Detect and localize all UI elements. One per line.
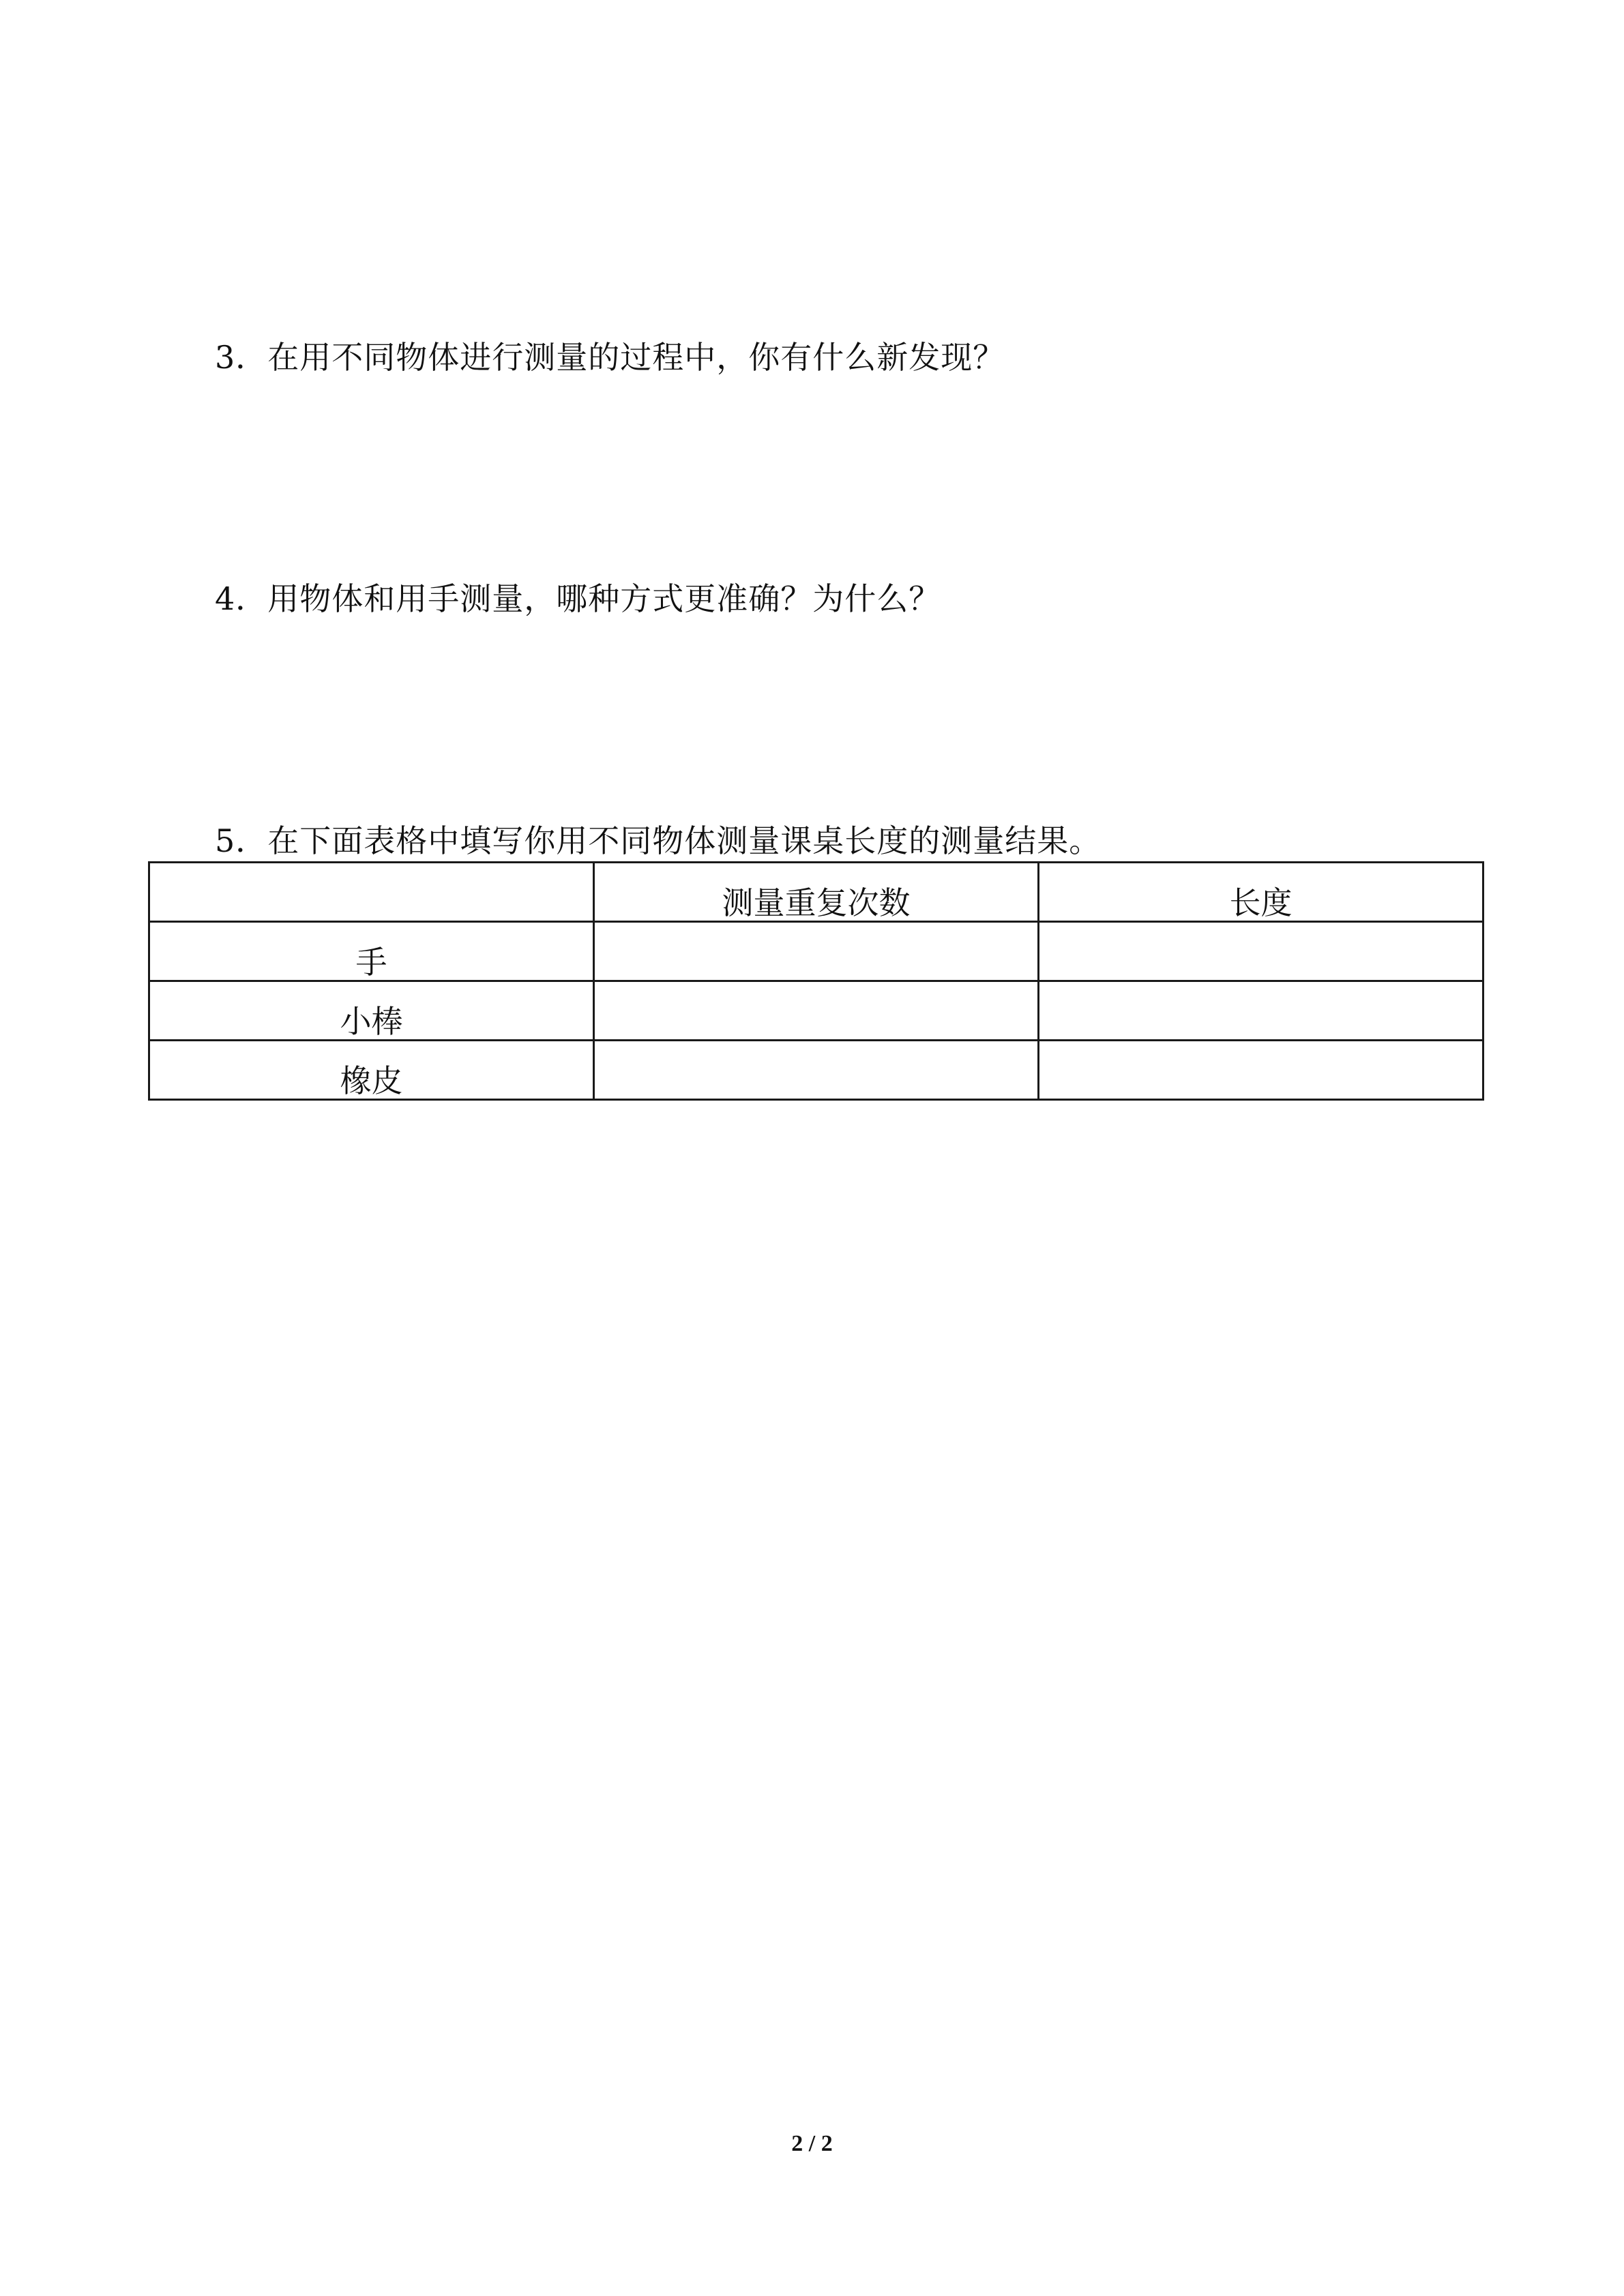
header-cell-length (1039, 863, 1483, 922)
row-object-cell (149, 981, 594, 1041)
table-row (149, 981, 1483, 1041)
row-count-cell[interactable] (594, 1041, 1039, 1100)
table-row (149, 922, 1483, 981)
row-length-cell[interactable] (1039, 1041, 1483, 1100)
row-count-cell[interactable] (594, 922, 1039, 981)
row-object-cell (149, 922, 594, 981)
table-row (149, 1041, 1483, 1100)
header-count-label: 测量重复次数 (722, 884, 911, 921)
row-length-cell[interactable] (1039, 981, 1483, 1041)
question-3: 3．在用不同物体进行测量的过程中，你有什么新发现？ (215, 339, 1005, 376)
table-header-row (149, 863, 1483, 922)
row-count-cell[interactable] (594, 981, 1039, 1041)
row-object-cell (149, 1041, 594, 1100)
row-length-cell[interactable] (1039, 922, 1483, 981)
question-4: 4．用物体和用手测量，哪种方式更准确？为什么？ (215, 580, 941, 617)
row-object-label: 小棒 (340, 1003, 403, 1040)
header-cell-object (149, 863, 594, 922)
row-object-label: 橡皮 (340, 1062, 403, 1099)
row-object-label: 手 (355, 944, 387, 981)
measurement-results-table (148, 861, 1484, 1101)
page-number: 2 / 2 (791, 2131, 833, 2156)
question-5: 5．在下面表格中填写你用不同物体测量课桌长度的测量结果。 (215, 822, 1102, 859)
header-cell-count (594, 863, 1039, 922)
header-length-label: 长度 (1229, 884, 1293, 921)
